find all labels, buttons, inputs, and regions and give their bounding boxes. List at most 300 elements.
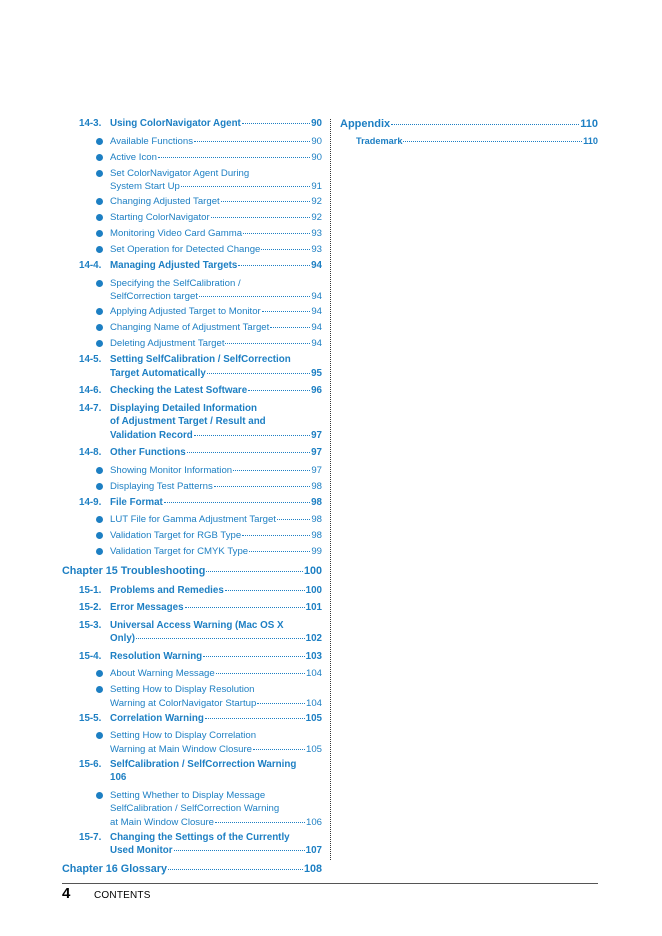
page-ref: 90 xyxy=(311,135,322,147)
toc-section-entry[interactable] xyxy=(62,402,322,443)
bullet-icon xyxy=(96,732,103,739)
entry-line xyxy=(356,135,598,149)
entry-line xyxy=(110,211,322,225)
bullet-slot xyxy=(62,464,110,479)
toc-subsection-entry[interactable] xyxy=(62,729,322,756)
bullet-slot xyxy=(62,305,110,320)
page-ref: 97 xyxy=(311,429,322,441)
dot-leader xyxy=(205,718,305,719)
dot-leader xyxy=(261,249,310,250)
toc-subsection-entry[interactable] xyxy=(62,277,322,304)
entry-title: Appendix xyxy=(340,118,391,130)
toc-subsection-entry[interactable] xyxy=(62,667,322,682)
section-number: 14-7. xyxy=(79,402,102,414)
entry-line xyxy=(110,384,322,398)
entry-text xyxy=(340,117,598,131)
entry-line xyxy=(110,367,322,381)
toc-section-entry[interactable] xyxy=(62,353,322,380)
entry-line xyxy=(110,729,322,743)
bullet-icon xyxy=(96,516,103,523)
entry-title: Setting SelfCalibration / SelfCorrection xyxy=(110,354,291,365)
entry-line xyxy=(110,167,322,181)
bullet-slot xyxy=(62,277,110,292)
entry-title: File Format xyxy=(110,496,163,508)
entry-line xyxy=(110,227,322,241)
column-divider xyxy=(330,119,331,860)
page-ref: 98 xyxy=(311,496,322,508)
page-ref: 98 xyxy=(311,530,322,541)
entry-text xyxy=(110,729,322,756)
dot-leader xyxy=(270,327,310,328)
toc-subsection-entry[interactable] xyxy=(62,227,322,242)
entry-line xyxy=(110,650,322,664)
entry-text xyxy=(110,353,322,380)
entry-text xyxy=(110,831,322,858)
bullet-icon xyxy=(96,792,103,799)
entry-line xyxy=(110,758,322,772)
toc-subsection-entry[interactable] xyxy=(62,480,322,495)
toc-subsection-entry[interactable] xyxy=(62,195,322,210)
toc-section-entry[interactable] xyxy=(62,619,322,646)
dot-leader xyxy=(225,590,305,591)
entry-text xyxy=(110,243,322,257)
entry-text xyxy=(110,513,322,527)
entry-text xyxy=(110,337,322,351)
dot-leader xyxy=(253,749,305,750)
entry-title: Set ColorNavigator Agent During xyxy=(110,167,250,179)
entry-text xyxy=(110,601,322,615)
entry-line xyxy=(110,480,322,494)
toc-subsection-entry[interactable] xyxy=(62,211,322,226)
bullet-icon xyxy=(96,686,103,693)
entry-line xyxy=(110,529,322,543)
entry-text xyxy=(110,683,322,710)
entry-title: Universal Access Warning (Mac OS X xyxy=(110,619,284,631)
entry-line xyxy=(110,844,322,858)
entry-title: Changing Adjusted Target xyxy=(110,196,220,207)
page-ref: 96 xyxy=(311,385,322,396)
bullet-icon xyxy=(96,308,103,315)
toc-section-entry[interactable] xyxy=(62,384,322,398)
toc-subsection-entry[interactable] xyxy=(62,321,322,336)
entry-line xyxy=(110,117,322,131)
page-ref: 104 xyxy=(305,668,322,679)
entry-text xyxy=(110,446,322,460)
dot-leader xyxy=(206,571,303,572)
dot-leader xyxy=(194,141,310,142)
entry-line xyxy=(110,619,322,633)
bullet-slot xyxy=(62,529,110,544)
page-ref: 97 xyxy=(311,464,322,476)
entry-title: Error Messages xyxy=(110,602,184,613)
entry-line xyxy=(110,683,322,697)
entry-title: Using ColorNavigator Agent xyxy=(110,118,241,129)
bullet-icon xyxy=(96,198,103,205)
page-ref: 105 xyxy=(305,743,322,755)
page-ref: 94 xyxy=(311,322,322,333)
toc-left-column xyxy=(62,117,322,882)
entry-text xyxy=(110,619,322,646)
toc-right-column xyxy=(340,117,598,153)
bullet-slot xyxy=(62,167,110,182)
dot-leader xyxy=(257,703,305,704)
bullet-slot xyxy=(62,667,110,682)
page-ref: 94 xyxy=(311,291,322,302)
bullet-slot xyxy=(62,227,110,242)
page-ref: 110 xyxy=(583,136,598,146)
toc-chapter-entry[interactable] xyxy=(62,564,322,578)
entry-line xyxy=(110,513,322,527)
entry-title: Validation Record xyxy=(110,429,193,441)
entry-line xyxy=(110,789,322,803)
entry-title: Applying Adjusted Target to Monitor xyxy=(110,306,261,317)
bullet-slot xyxy=(62,480,110,495)
section-number: 14-6. xyxy=(79,385,102,396)
entry-line xyxy=(110,180,322,194)
section-number: 14-8. xyxy=(79,447,102,458)
section-number: 15-5. xyxy=(79,712,102,724)
page-number: 4 xyxy=(62,885,71,902)
entry-line xyxy=(110,259,322,273)
section-number: 15-7. xyxy=(79,831,102,843)
dot-leader xyxy=(391,124,579,125)
entry-line xyxy=(110,712,322,726)
entry-title: Available Functions xyxy=(110,135,194,147)
entry-title: Active Icon xyxy=(110,151,157,163)
section-number: 15-3. xyxy=(79,619,102,631)
entry-text xyxy=(110,117,322,131)
page-ref: 94 xyxy=(311,338,322,349)
bullet-icon xyxy=(96,280,103,287)
bullet-icon xyxy=(96,214,103,221)
toc-subsection-entry[interactable] xyxy=(62,167,322,194)
entry-line xyxy=(110,464,322,478)
dot-leader xyxy=(248,390,310,391)
dot-leader xyxy=(194,435,310,436)
toc-section-entry[interactable] xyxy=(62,831,322,858)
entry-title: SelfCalibration / SelfCorrection Warning xyxy=(110,758,297,770)
dot-leader xyxy=(242,123,310,124)
entry-line xyxy=(110,290,322,304)
toc-section-entry[interactable] xyxy=(62,650,322,664)
entry-text xyxy=(110,480,322,494)
page-ref: 94 xyxy=(311,260,322,271)
toc-subsection-entry[interactable] xyxy=(62,529,322,544)
entry-line xyxy=(110,243,322,257)
entry-line xyxy=(110,353,322,367)
entry-line xyxy=(340,117,598,131)
entry-title: Correlation Warning xyxy=(110,712,204,724)
dot-leader xyxy=(262,311,311,312)
bullet-icon xyxy=(96,670,103,677)
page-ref: 103 xyxy=(305,650,322,662)
dot-leader xyxy=(207,373,310,374)
dot-leader xyxy=(225,343,310,344)
entry-line xyxy=(110,816,322,830)
page-ref: 108 xyxy=(303,862,322,875)
entry-text xyxy=(62,564,322,578)
page-ref: 90 xyxy=(311,118,322,129)
entry-line xyxy=(62,862,322,876)
page-ref: 90 xyxy=(311,151,322,163)
page-ref: 98 xyxy=(311,480,322,492)
entry-title: Chapter 15 Troubleshooting xyxy=(62,564,206,577)
page-ref: 104 xyxy=(305,697,322,709)
dot-leader xyxy=(215,822,305,823)
bullet-slot xyxy=(62,151,110,166)
toc-subsection-entry[interactable] xyxy=(62,545,322,560)
entry-line xyxy=(110,446,322,460)
toc-chapter-entry[interactable] xyxy=(340,117,598,131)
toc-subsection-entry[interactable] xyxy=(62,305,322,320)
entry-line xyxy=(110,697,322,711)
entry-line xyxy=(110,496,322,510)
page-ref: 91 xyxy=(311,181,322,192)
entry-title: Validation Target for CMYK Type xyxy=(110,546,249,557)
entry-line xyxy=(110,402,322,416)
entry-title: Displaying Detailed Information xyxy=(110,402,257,414)
entry-title: Only) xyxy=(110,633,136,644)
page-ref: 93 xyxy=(311,244,322,255)
entry-line xyxy=(110,545,322,559)
page-ref: 107 xyxy=(305,845,322,856)
section-number: 15-4. xyxy=(79,650,102,662)
entry-title: Target Automatically xyxy=(110,367,206,379)
entry-text xyxy=(110,195,322,209)
page-ref: 95 xyxy=(311,367,322,379)
toc-section-entry[interactable] xyxy=(62,259,322,273)
dot-leader xyxy=(233,470,310,471)
entry-text xyxy=(110,321,322,335)
toc-section-entry[interactable] xyxy=(340,135,598,149)
entry-title: 106 xyxy=(110,772,127,783)
entry-title: Trademark xyxy=(356,136,403,146)
section-number: 14-3. xyxy=(79,118,102,129)
toc-section-entry[interactable] xyxy=(62,117,322,131)
page-ref: 101 xyxy=(305,602,322,613)
entry-title: Monitoring Video Card Gamma xyxy=(110,228,243,239)
entry-line xyxy=(110,584,322,598)
section-number: 14-4. xyxy=(79,260,102,271)
entry-line xyxy=(110,415,322,429)
bullet-icon xyxy=(96,340,103,347)
dot-leader xyxy=(238,265,310,266)
entry-text xyxy=(110,650,322,664)
bullet-slot xyxy=(62,337,110,352)
entry-text xyxy=(340,135,598,149)
page-ref: 98 xyxy=(311,514,322,525)
entry-line xyxy=(110,135,322,149)
entry-line xyxy=(110,831,322,845)
dot-leader xyxy=(221,201,311,202)
bullet-slot xyxy=(62,135,110,150)
toc-subsection-entry[interactable] xyxy=(62,151,322,166)
dot-leader xyxy=(164,502,310,503)
entry-text xyxy=(110,529,322,543)
entry-text xyxy=(110,305,322,319)
entry-text xyxy=(110,135,322,149)
entry-line xyxy=(110,771,322,785)
entry-title: Problems and Remedies xyxy=(110,584,224,596)
entry-title: About Warning Message xyxy=(110,668,215,679)
entry-title: Other Functions xyxy=(110,447,186,458)
bullet-slot xyxy=(62,513,110,528)
toc-section-entry[interactable] xyxy=(62,584,322,598)
entry-line xyxy=(110,632,322,646)
entry-line xyxy=(110,667,322,681)
toc-section-entry[interactable] xyxy=(62,712,322,726)
dot-leader xyxy=(243,233,310,234)
dot-leader xyxy=(277,519,310,520)
section-number: 15-1. xyxy=(79,584,102,596)
dot-leader xyxy=(187,452,310,453)
entry-title: SelfCorrection target xyxy=(110,291,198,302)
bullet-icon xyxy=(96,246,103,253)
bullet-slot xyxy=(62,211,110,226)
entry-title: Deleting Adjustment Target xyxy=(110,338,225,349)
entry-title: Specifying the SelfCalibration / xyxy=(110,277,241,289)
entry-title: Warning at ColorNavigator Startup xyxy=(110,697,257,709)
entry-title: Set Operation for Detected Change xyxy=(110,244,261,255)
entry-title: SelfCalibration / SelfCorrection Warning xyxy=(110,803,280,814)
page-ref: 92 xyxy=(311,212,322,223)
entry-text xyxy=(62,862,322,876)
entry-text xyxy=(110,402,322,443)
dot-leader xyxy=(214,486,311,487)
page-ref: 100 xyxy=(305,584,322,596)
toc-subsection-entry[interactable] xyxy=(62,243,322,258)
bullet-icon xyxy=(96,230,103,237)
page-ref: 105 xyxy=(305,712,322,724)
toc-section-entry[interactable] xyxy=(62,601,322,615)
entry-title: LUT File for Gamma Adjustment Target xyxy=(110,514,277,525)
bullet-icon xyxy=(96,138,103,145)
page-ref: 93 xyxy=(311,228,322,239)
footer-label: CONTENTS xyxy=(94,890,151,901)
entry-line xyxy=(62,564,322,578)
bullet-slot xyxy=(62,729,110,744)
entry-line xyxy=(110,321,322,335)
dot-leader xyxy=(242,535,310,536)
entry-title: Resolution Warning xyxy=(110,650,203,662)
bullet-slot xyxy=(62,683,110,698)
page-ref: 110 xyxy=(580,118,598,130)
dot-leader xyxy=(136,638,305,639)
entry-text xyxy=(110,758,322,785)
dot-leader xyxy=(249,551,310,552)
footer-rule xyxy=(62,883,598,884)
toc-chapter-entry[interactable] xyxy=(62,862,322,876)
dot-leader xyxy=(199,296,310,297)
entry-title: at Main Window Closure xyxy=(110,816,214,828)
entry-title: Setting Whether to Display Message xyxy=(110,789,266,801)
entry-title: of Adjustment Target / Result and xyxy=(110,416,266,427)
entry-title: Warning at Main Window Closure xyxy=(110,743,253,755)
section-number: 14-5. xyxy=(79,354,102,365)
page-ref: 97 xyxy=(311,447,322,458)
bullet-slot xyxy=(62,321,110,336)
entry-title: Setting How to Display Correlation xyxy=(110,730,257,741)
bullet-icon xyxy=(96,324,103,331)
bullet-slot xyxy=(62,195,110,210)
toc-section-entry[interactable] xyxy=(62,446,322,460)
entry-title: Starting ColorNavigator xyxy=(110,212,210,223)
entry-text xyxy=(110,545,322,559)
dot-leader xyxy=(211,217,311,218)
entry-text xyxy=(110,496,322,510)
entry-line xyxy=(110,429,322,443)
entry-line xyxy=(110,601,322,615)
page-ref: 99 xyxy=(311,546,322,557)
bullet-icon xyxy=(96,548,103,555)
entry-title: Chapter 16 Glossary xyxy=(62,862,168,875)
entry-line xyxy=(110,337,322,351)
toc-subsection-entry[interactable] xyxy=(62,789,322,830)
toc-subsection-entry[interactable] xyxy=(62,135,322,150)
bullet-slot xyxy=(62,545,110,560)
page-ref: 102 xyxy=(305,633,322,644)
entry-title: Showing Monitor Information xyxy=(110,464,233,476)
entry-text xyxy=(110,277,322,304)
toc-subsection-entry[interactable] xyxy=(62,464,322,479)
bullet-icon xyxy=(96,483,103,490)
dot-leader xyxy=(174,850,305,851)
entry-line xyxy=(110,802,322,816)
entry-text xyxy=(110,789,322,830)
dot-leader xyxy=(403,141,582,142)
toc-subsection-entry[interactable] xyxy=(62,513,322,528)
entry-text xyxy=(110,151,322,165)
entry-title: Checking the Latest Software xyxy=(110,385,248,396)
entry-text xyxy=(110,712,322,726)
bullet-icon xyxy=(96,532,103,539)
entry-text xyxy=(110,259,322,273)
page-ref: 100 xyxy=(303,564,322,577)
section-number: 15-2. xyxy=(79,602,102,613)
entry-line xyxy=(110,195,322,209)
toc-subsection-entry[interactable] xyxy=(62,683,322,710)
section-number: 14-9. xyxy=(79,496,102,508)
dot-leader xyxy=(158,157,310,158)
toc-section-entry[interactable] xyxy=(62,758,322,785)
toc-subsection-entry[interactable] xyxy=(62,337,322,352)
dot-leader xyxy=(216,673,305,674)
dot-leader xyxy=(181,186,310,187)
entry-title: Validation Target for RGB Type xyxy=(110,530,242,541)
dot-leader xyxy=(168,869,303,870)
entry-title: Setting How to Display Resolution xyxy=(110,684,255,695)
page-ref: 106 xyxy=(305,816,322,828)
entry-text xyxy=(110,167,322,194)
entry-text xyxy=(110,211,322,225)
entry-title: Changing Name of Adjustment Target xyxy=(110,322,270,333)
entry-title: Changing the Settings of the Currently xyxy=(110,831,290,843)
entry-text xyxy=(110,584,322,598)
toc-section-entry[interactable] xyxy=(62,496,322,510)
page-ref: 94 xyxy=(311,306,322,317)
dot-leader xyxy=(185,607,305,608)
entry-text xyxy=(110,384,322,398)
section-number: 15-6. xyxy=(79,758,102,770)
entry-line xyxy=(110,277,322,291)
bullet-icon xyxy=(96,467,103,474)
bullet-slot xyxy=(62,789,110,804)
bullet-icon xyxy=(96,154,103,161)
dot-leader xyxy=(203,656,304,657)
entry-text xyxy=(110,464,322,478)
bullet-slot xyxy=(62,243,110,258)
entry-title: Displaying Test Patterns xyxy=(110,480,213,492)
